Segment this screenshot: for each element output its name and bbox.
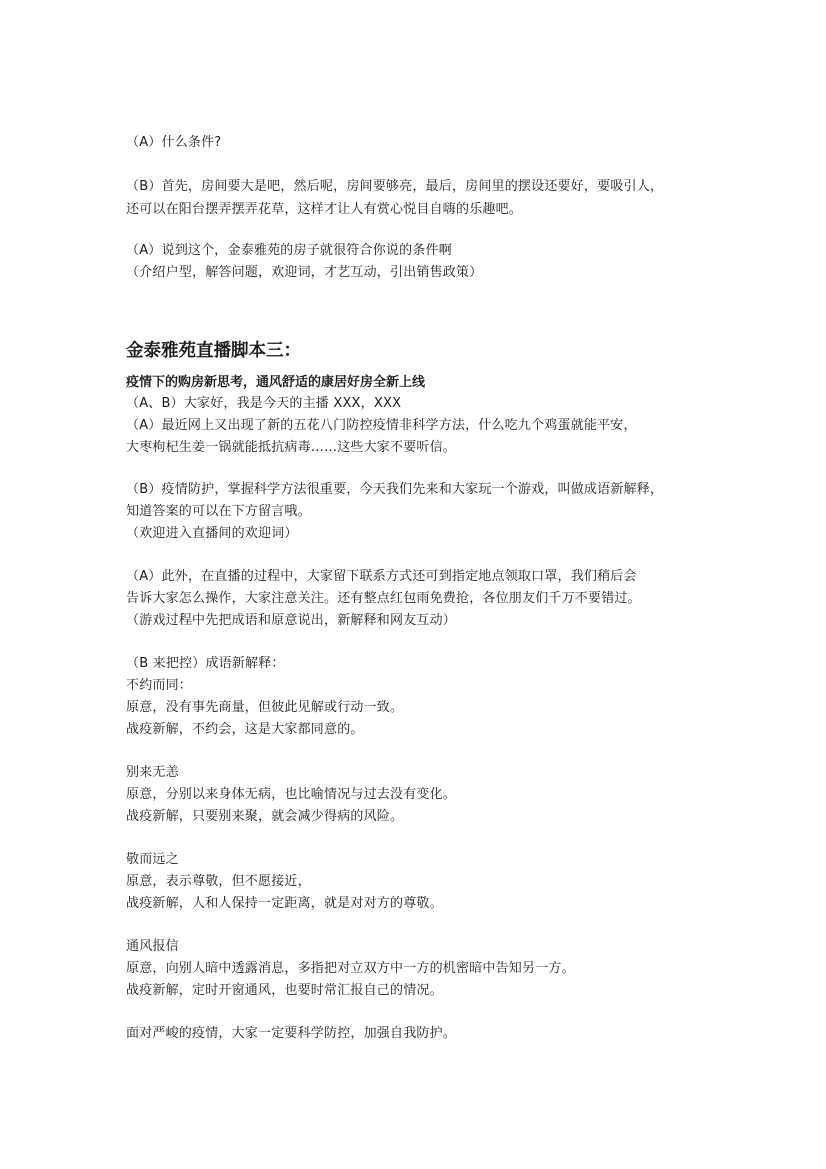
dialogue-line: 大枣枸杞生姜一锅就能抵抗病毒……这些大家不要听信。 — [126, 440, 457, 455]
idiom-new-meaning: 战疫新解，定时开窗通风，也要时常汇报自己的情况。 — [126, 983, 443, 998]
stage-direction: （欢迎进入直播间的欢迎词） — [126, 526, 298, 541]
dialogue-line: （B）疫情防护，掌握科学方法很重要，今天我们先来和大家玩一个游戏，叫做成语新解释， — [126, 482, 664, 497]
idiom-title: 敬而远之 — [126, 852, 179, 867]
section-subtitle: 疫情下的购房新思考，通风舒适的康居好房全新上线 — [126, 375, 426, 390]
idiom-title: 别来无恙 — [126, 765, 179, 780]
dialogue-line: （A）最近网上又出现了新的五花八门防控疫情非科学方法，什么吃九个鸡蛋就能平安， — [126, 418, 637, 433]
section-title: 金泰雅苑直播脚本三： — [126, 341, 301, 361]
dialogue-line: （A）什么条件? — [126, 135, 222, 150]
dialogue-line: 还可以在阳台摆弄摆弄花草，这样才让人有赏心悦目自嗨的乐趣吧。 — [126, 202, 523, 217]
dialogue-line: （B）首先，房间要大是吧，然后呢，房间要够亮，最后，房间里的摆设还要好，要吸引人， — [126, 179, 664, 194]
idiom-meaning: 原意，分别以来身体无病，也比喻情况与过去没有变化。 — [126, 787, 457, 802]
idiom-new-meaning: 战疫新解，人和人保持一定距离，就是对对方的尊敬。 — [126, 896, 443, 911]
stage-direction: （游戏过程中先把成语和原意说出，新解释和网友互动） — [126, 613, 457, 628]
idiom-new-meaning: 战疫新解，只要别来聚，就会减少得病的风险。 — [126, 809, 404, 824]
idiom-title: 通风报信 — [126, 939, 179, 954]
idiom-new-meaning: 战疫新解，不约会，这是大家都同意的。 — [126, 722, 364, 737]
idiom-meaning: 原意，向别人暗中透露消息，多指把对立双方中一方的机密暗中告知另一方。 — [126, 961, 575, 976]
dialogue-line: （A）说到这个，金泰雅苑的房子就很符合你说的条件啊 — [126, 243, 452, 258]
dialogue-line: （A）此外，在直播的过程中，大家留下联系方式还可到指定地点领取口罩，我们稍后会 — [126, 569, 637, 584]
dialogue-line: （A、B）大家好，我是今天的主播 XXX，XXX — [126, 396, 402, 411]
dialogue-line: 知道答案的可以在下方留言哦。 — [126, 504, 311, 519]
stage-direction: （介绍户型，解答问题，欢迎词，才艺互动，引出销售政策） — [126, 265, 483, 280]
idiom-title: 不约而同： — [126, 678, 193, 693]
closing-line: 面对严峻的疫情，大家一定要科学防控，加强自我防护。 — [126, 1026, 457, 1041]
dialogue-line: （B 来把控）成语新解释： — [126, 656, 285, 671]
idiom-meaning: 原意，表示尊敬，但不愿接近， — [126, 874, 311, 889]
idiom-meaning: 原意，没有事先商量，但彼此见解或行动一致。 — [126, 700, 404, 715]
dialogue-line: 告诉大家怎么操作，大家注意关注。还有整点红包雨免费抢，各位朋友们千万不要错过。 — [126, 591, 641, 606]
